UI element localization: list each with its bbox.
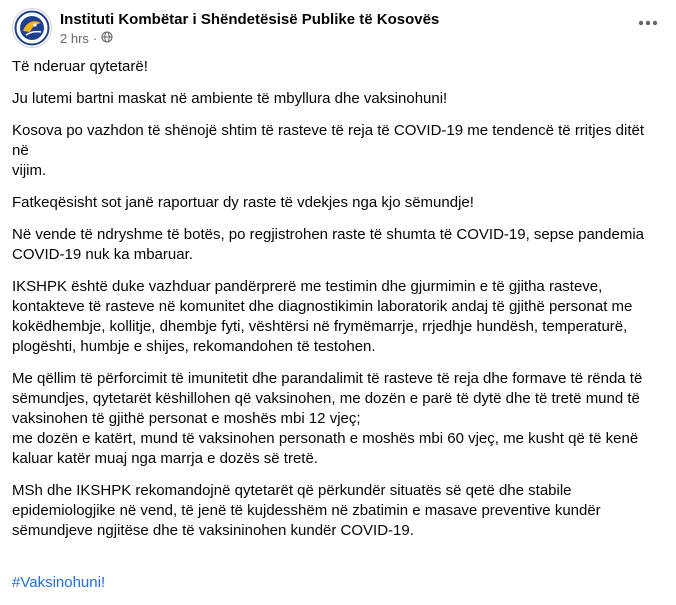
hashtag-link[interactable]: #Vaksinohuni! bbox=[12, 574, 106, 591]
page-avatar[interactable] bbox=[12, 8, 52, 48]
page-name-link[interactable]: Instituti Kombëtar i Shëndetësisë Publike të Kosovës bbox=[60, 11, 440, 28]
globe-icon bbox=[101, 30, 113, 47]
more-options-button[interactable] bbox=[632, 10, 664, 36]
post-paragraph: Fatkeqësisht sot janë raportuar dy raste të vdekjes nga kjo sëmundje! bbox=[12, 194, 474, 211]
post-paragraph: IKSHPK është duke vazhduar pandërprerë me testimin dhe gjurmimin e të gjitha rasteve, kontakteve të rasteve në komunitet dhe diagnostikimin laboratorik andaj të gjithë personat me kokëdhembje, kollitje, dhembje fyti, vështërsi në frymëmarrje, rrjedhje hundësh, temperaturë, plogështi, humbje e shijes, rekomandohen të testohen. bbox=[12, 278, 633, 355]
post-paragraph: Të nderuar qytetarë! bbox=[12, 58, 148, 75]
meta-separator: · bbox=[92, 31, 98, 46]
post-paragraph: Në vende të ndryshme të botës, po regjistrohen raste të shumta të COVID-19, sepse pandemia COVID-19 nuk ka mbaruar. bbox=[12, 226, 645, 263]
more-horizontal-icon bbox=[638, 20, 658, 26]
post-timestamp[interactable]: 2 hrs bbox=[60, 31, 89, 46]
post-paragraph: MSh dhe IKSHPK rekomandojnë qytetarët që përkundër situatës së qetë dhe stabile epidemiologjike në vend, të jenë të kujdesshëm në zbatimin e masave preventive kundër sëmundjeve ngjitëse dhe të vaksininohen kundër COVID-19. bbox=[12, 482, 601, 539]
post-paragraph: Ju lutemi bartni maskat në ambiente të mbyllura dhe vaksinohuni! bbox=[12, 90, 448, 107]
hashtag-paragraph bbox=[12, 553, 664, 593]
post-paragraph: Kosova po vazhdon të shënojë shtim të rasteve të reja të COVID-19 me tendencë të rritjes ditët në vijim. bbox=[12, 122, 644, 179]
ikshpk-logo-icon bbox=[14, 10, 50, 46]
post-paragraph: Me qëllim të përforcimit të imunitetit dhe parandalimit të rasteve të reja dhe formave të rënda të sëmundjes, qytetarët këshillohen që vaksinohen, me dozën e parë të dytë dhe të tretë mund të vaksinohen të gjithë personat e moshës mbi 12 vjeç; me dozën e katërt, mund të vaksinohen personath e moshës mbi 60 vjeç, me kusht që të kenë kaluar katër muaj nga marrja e dozës së tretë. bbox=[12, 370, 643, 467]
post-header bbox=[12, 8, 664, 52]
post-body bbox=[12, 57, 664, 605]
